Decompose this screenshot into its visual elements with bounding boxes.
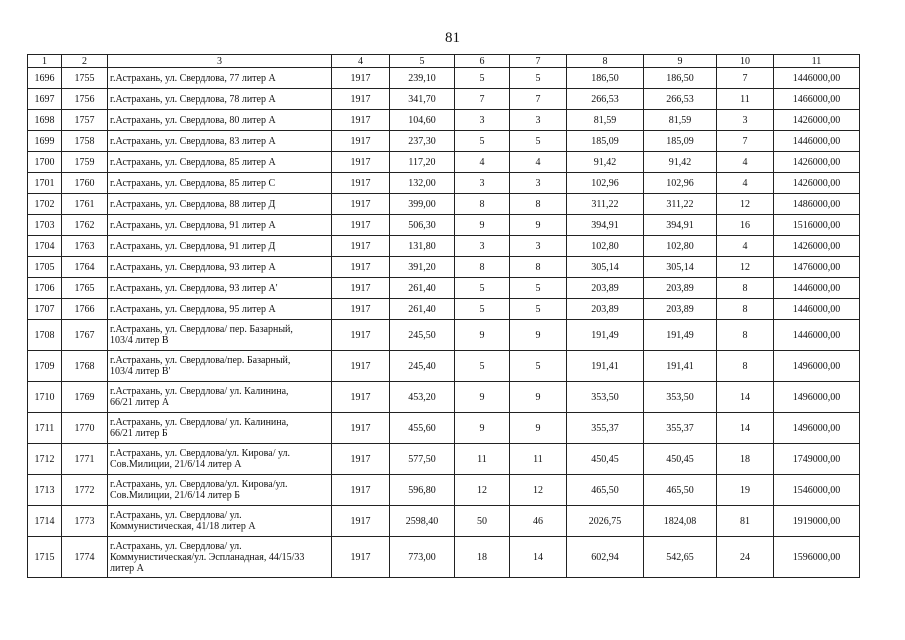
row-number-cell: 1706	[28, 278, 62, 299]
address-cell: г.Астрахань, ул. Свердлова/ул. Кирова/ул. Сов.Милиции, 21/6/14 литер Б	[108, 475, 332, 506]
col9-cell: 1824,08	[644, 506, 717, 537]
row-number-cell: 1699	[28, 131, 62, 152]
col9-cell: 542,65	[644, 537, 717, 578]
id-cell: 1769	[62, 382, 108, 413]
area-cell: 399,00	[390, 194, 455, 215]
year-cell: 1917	[332, 131, 390, 152]
col9-cell: 394,91	[644, 215, 717, 236]
table-row	[28, 257, 860, 278]
area-cell: 341,70	[390, 89, 455, 110]
id-cell: 1768	[62, 351, 108, 382]
col7-cell: 11	[510, 444, 567, 475]
id-cell: 1758	[62, 131, 108, 152]
table-row	[28, 152, 860, 173]
col8-cell: 203,89	[567, 299, 644, 320]
amount-cell: 1496000,00	[774, 413, 860, 444]
col9-cell: 203,89	[644, 278, 717, 299]
column-header: 10	[717, 55, 774, 68]
col7-cell: 3	[510, 236, 567, 257]
address-cell: г.Астрахань, ул. Свердлова/ ул. Коммунистическая, 41/18 литер А	[108, 506, 332, 537]
year-cell: 1917	[332, 68, 390, 89]
year-cell: 1917	[332, 506, 390, 537]
year-cell: 1917	[332, 110, 390, 131]
table-row	[28, 537, 860, 578]
address-cell: г.Астрахань, ул. Свердлова, 91 литер А	[108, 215, 332, 236]
id-cell: 1761	[62, 194, 108, 215]
year-cell: 1917	[332, 382, 390, 413]
id-cell: 1773	[62, 506, 108, 537]
year-cell: 1917	[332, 215, 390, 236]
col9-cell: 355,37	[644, 413, 717, 444]
table-row	[28, 475, 860, 506]
column-header: 11	[774, 55, 860, 68]
col6-cell: 5	[455, 68, 510, 89]
col9-cell: 311,22	[644, 194, 717, 215]
address-cell: г.Астрахань, ул. Свердлова/ ул. Коммунистическая/ул. Эспланадная, 44/15/33 литер А	[108, 537, 332, 578]
year-cell: 1917	[332, 351, 390, 382]
column-header: 1	[28, 55, 62, 68]
id-cell: 1767	[62, 320, 108, 351]
col6-cell: 5	[455, 299, 510, 320]
col10-cell: 7	[717, 68, 774, 89]
amount-cell: 1426000,00	[774, 173, 860, 194]
col9-cell: 305,14	[644, 257, 717, 278]
year-cell: 1917	[332, 236, 390, 257]
col6-cell: 5	[455, 131, 510, 152]
area-cell: 773,00	[390, 537, 455, 578]
col6-cell: 18	[455, 537, 510, 578]
address-cell: г.Астрахань, ул. Свердлова/ ул. Калинина, 66/21 литер Б	[108, 413, 332, 444]
col8-cell: 185,09	[567, 131, 644, 152]
col6-cell: 8	[455, 257, 510, 278]
area-cell: 2598,40	[390, 506, 455, 537]
table-row	[28, 351, 860, 382]
col9-cell: 81,59	[644, 110, 717, 131]
table-header-row	[28, 55, 860, 68]
row-number-cell: 1708	[28, 320, 62, 351]
id-cell: 1774	[62, 537, 108, 578]
amount-cell: 1749000,00	[774, 444, 860, 475]
col9-cell: 102,80	[644, 236, 717, 257]
col10-cell: 19	[717, 475, 774, 506]
address-cell: г.Астрахань, ул. Свердлова, 93 литер А	[108, 257, 332, 278]
col6-cell: 9	[455, 413, 510, 444]
col9-cell: 185,09	[644, 131, 717, 152]
table-row	[28, 110, 860, 131]
col10-cell: 4	[717, 152, 774, 173]
row-number-cell: 1700	[28, 152, 62, 173]
col8-cell: 191,49	[567, 320, 644, 351]
year-cell: 1917	[332, 278, 390, 299]
page-number: 81	[445, 30, 460, 46]
col8-cell: 450,45	[567, 444, 644, 475]
row-number-cell: 1709	[28, 351, 62, 382]
col7-cell: 3	[510, 173, 567, 194]
amount-cell: 1426000,00	[774, 110, 860, 131]
col6-cell: 3	[455, 173, 510, 194]
housing-register-table	[27, 54, 860, 578]
row-number-cell: 1704	[28, 236, 62, 257]
col7-cell: 9	[510, 215, 567, 236]
col7-cell: 4	[510, 152, 567, 173]
id-cell: 1755	[62, 68, 108, 89]
amount-cell: 1446000,00	[774, 320, 860, 351]
col9-cell: 465,50	[644, 475, 717, 506]
amount-cell: 1446000,00	[774, 131, 860, 152]
row-number-cell: 1705	[28, 257, 62, 278]
col8-cell: 2026,75	[567, 506, 644, 537]
year-cell: 1917	[332, 173, 390, 194]
area-cell: 239,10	[390, 68, 455, 89]
id-cell: 1766	[62, 299, 108, 320]
area-cell: 131,80	[390, 236, 455, 257]
col8-cell: 394,91	[567, 215, 644, 236]
address-cell: г.Астрахань, ул. Свердлова, 91 литер Д	[108, 236, 332, 257]
table-row	[28, 173, 860, 194]
col10-cell: 8	[717, 320, 774, 351]
col6-cell: 5	[455, 351, 510, 382]
amount-cell: 1516000,00	[774, 215, 860, 236]
col7-cell: 46	[510, 506, 567, 537]
area-cell: 117,20	[390, 152, 455, 173]
amount-cell: 1476000,00	[774, 257, 860, 278]
row-number-cell: 1710	[28, 382, 62, 413]
column-header: 2	[62, 55, 108, 68]
col6-cell: 9	[455, 382, 510, 413]
col8-cell: 81,59	[567, 110, 644, 131]
row-number-cell: 1715	[28, 537, 62, 578]
area-cell: 261,40	[390, 278, 455, 299]
col7-cell: 7	[510, 89, 567, 110]
col7-cell: 9	[510, 320, 567, 351]
row-number-cell: 1698	[28, 110, 62, 131]
col10-cell: 7	[717, 131, 774, 152]
address-cell: г.Астрахань, ул. Свердлова, 85 литер А	[108, 152, 332, 173]
col6-cell: 50	[455, 506, 510, 537]
col9-cell: 203,89	[644, 299, 717, 320]
area-cell: 104,60	[390, 110, 455, 131]
col7-cell: 12	[510, 475, 567, 506]
col7-cell: 9	[510, 413, 567, 444]
col6-cell: 3	[455, 110, 510, 131]
table-row	[28, 89, 860, 110]
address-cell: г.Астрахань, ул. Свердлова, 80 литер А	[108, 110, 332, 131]
area-cell: 453,20	[390, 382, 455, 413]
address-cell: г.Астрахань, ул. Свердлова/ ул. Калинина, 66/21 литер А	[108, 382, 332, 413]
table-row	[28, 506, 860, 537]
col9-cell: 191,41	[644, 351, 717, 382]
id-cell: 1765	[62, 278, 108, 299]
area-cell: 132,00	[390, 173, 455, 194]
address-cell: г.Астрахань, ул. Свердлова, 88 литер Д	[108, 194, 332, 215]
id-cell: 1759	[62, 152, 108, 173]
id-cell: 1764	[62, 257, 108, 278]
row-number-cell: 1696	[28, 68, 62, 89]
col8-cell: 266,53	[567, 89, 644, 110]
col8-cell: 186,50	[567, 68, 644, 89]
col10-cell: 14	[717, 413, 774, 444]
table-row	[28, 444, 860, 475]
address-cell: г.Астрахань, ул. Свердлова/пер. Базарный, 103/4 литер В'	[108, 351, 332, 382]
col10-cell: 4	[717, 236, 774, 257]
col10-cell: 3	[717, 110, 774, 131]
col10-cell: 18	[717, 444, 774, 475]
row-number-cell: 1711	[28, 413, 62, 444]
table-row	[28, 131, 860, 152]
id-cell: 1757	[62, 110, 108, 131]
col10-cell: 24	[717, 537, 774, 578]
amount-cell: 1446000,00	[774, 68, 860, 89]
id-cell: 1763	[62, 236, 108, 257]
year-cell: 1917	[332, 475, 390, 506]
col7-cell: 5	[510, 278, 567, 299]
id-cell: 1756	[62, 89, 108, 110]
col10-cell: 4	[717, 173, 774, 194]
col7-cell: 8	[510, 194, 567, 215]
col10-cell: 8	[717, 299, 774, 320]
row-number-cell: 1697	[28, 89, 62, 110]
table-row	[28, 68, 860, 89]
col10-cell: 81	[717, 506, 774, 537]
area-cell: 245,50	[390, 320, 455, 351]
year-cell: 1917	[332, 194, 390, 215]
column-header: 6	[455, 55, 510, 68]
area-cell: 577,50	[390, 444, 455, 475]
col10-cell: 16	[717, 215, 774, 236]
col7-cell: 5	[510, 131, 567, 152]
col7-cell: 5	[510, 351, 567, 382]
amount-cell: 1446000,00	[774, 299, 860, 320]
col8-cell: 355,37	[567, 413, 644, 444]
year-cell: 1917	[332, 413, 390, 444]
address-cell: г.Астрахань, ул. Свердлова, 77 литер А	[108, 68, 332, 89]
row-number-cell: 1703	[28, 215, 62, 236]
amount-cell: 1596000,00	[774, 537, 860, 578]
col9-cell: 186,50	[644, 68, 717, 89]
id-cell: 1770	[62, 413, 108, 444]
col6-cell: 8	[455, 194, 510, 215]
column-header: 9	[644, 55, 717, 68]
year-cell: 1917	[332, 320, 390, 351]
table-row	[28, 278, 860, 299]
column-header: 5	[390, 55, 455, 68]
id-cell: 1762	[62, 215, 108, 236]
column-header: 3	[108, 55, 332, 68]
area-cell: 261,40	[390, 299, 455, 320]
table-row	[28, 413, 860, 444]
col7-cell: 8	[510, 257, 567, 278]
row-number-cell: 1707	[28, 299, 62, 320]
area-cell: 237,30	[390, 131, 455, 152]
amount-cell: 1466000,00	[774, 89, 860, 110]
col8-cell: 102,96	[567, 173, 644, 194]
address-cell: г.Астрахань, ул. Свердлова/ пер. Базарный, 103/4 литер В	[108, 320, 332, 351]
table-row	[28, 236, 860, 257]
area-cell: 596,80	[390, 475, 455, 506]
col8-cell: 102,80	[567, 236, 644, 257]
col10-cell: 8	[717, 351, 774, 382]
address-cell: г.Астрахань, ул. Свердлова, 95 литер А	[108, 299, 332, 320]
address-cell: г.Астрахань, ул. Свердлова, 85 литер С	[108, 173, 332, 194]
col9-cell: 450,45	[644, 444, 717, 475]
col10-cell: 8	[717, 278, 774, 299]
col10-cell: 12	[717, 257, 774, 278]
area-cell: 455,60	[390, 413, 455, 444]
col8-cell: 353,50	[567, 382, 644, 413]
area-cell: 245,40	[390, 351, 455, 382]
col6-cell: 3	[455, 236, 510, 257]
col9-cell: 91,42	[644, 152, 717, 173]
col6-cell: 12	[455, 475, 510, 506]
table-row	[28, 299, 860, 320]
amount-cell: 1446000,00	[774, 278, 860, 299]
table-row	[28, 194, 860, 215]
col8-cell: 305,14	[567, 257, 644, 278]
row-number-cell: 1712	[28, 444, 62, 475]
id-cell: 1772	[62, 475, 108, 506]
col8-cell: 311,22	[567, 194, 644, 215]
col6-cell: 7	[455, 89, 510, 110]
address-cell: г.Астрахань, ул. Свердлова, 83 литер А	[108, 131, 332, 152]
amount-cell: 1546000,00	[774, 475, 860, 506]
col8-cell: 203,89	[567, 278, 644, 299]
col10-cell: 14	[717, 382, 774, 413]
col7-cell: 5	[510, 299, 567, 320]
row-number-cell: 1713	[28, 475, 62, 506]
amount-cell: 1426000,00	[774, 236, 860, 257]
col8-cell: 602,94	[567, 537, 644, 578]
row-number-cell: 1701	[28, 173, 62, 194]
year-cell: 1917	[332, 152, 390, 173]
column-header: 8	[567, 55, 644, 68]
col8-cell: 91,42	[567, 152, 644, 173]
row-number-cell: 1714	[28, 506, 62, 537]
col7-cell: 9	[510, 382, 567, 413]
address-cell: г.Астрахань, ул. Свердлова, 78 литер А	[108, 89, 332, 110]
id-cell: 1760	[62, 173, 108, 194]
column-header: 4	[332, 55, 390, 68]
col6-cell: 9	[455, 320, 510, 351]
col9-cell: 102,96	[644, 173, 717, 194]
amount-cell: 1426000,00	[774, 152, 860, 173]
year-cell: 1917	[332, 257, 390, 278]
col6-cell: 4	[455, 152, 510, 173]
col6-cell: 5	[455, 278, 510, 299]
address-cell: г.Астрахань, ул. Свердлова/ул. Кирова/ ул. Сов.Милиции, 21/6/14 литер А	[108, 444, 332, 475]
column-header: 7	[510, 55, 567, 68]
table-row	[28, 215, 860, 236]
col7-cell: 3	[510, 110, 567, 131]
col6-cell: 9	[455, 215, 510, 236]
year-cell: 1917	[332, 89, 390, 110]
col6-cell: 11	[455, 444, 510, 475]
table-row	[28, 382, 860, 413]
col10-cell: 12	[717, 194, 774, 215]
amount-cell: 1919000,00	[774, 506, 860, 537]
amount-cell: 1496000,00	[774, 351, 860, 382]
col8-cell: 465,50	[567, 475, 644, 506]
col7-cell: 14	[510, 537, 567, 578]
year-cell: 1917	[332, 444, 390, 475]
col9-cell: 191,49	[644, 320, 717, 351]
area-cell: 391,20	[390, 257, 455, 278]
col9-cell: 353,50	[644, 382, 717, 413]
col8-cell: 191,41	[567, 351, 644, 382]
year-cell: 1917	[332, 299, 390, 320]
table-row	[28, 320, 860, 351]
year-cell: 1917	[332, 537, 390, 578]
col9-cell: 266,53	[644, 89, 717, 110]
row-number-cell: 1702	[28, 194, 62, 215]
col7-cell: 5	[510, 68, 567, 89]
area-cell: 506,30	[390, 215, 455, 236]
amount-cell: 1496000,00	[774, 382, 860, 413]
address-cell: г.Астрахань, ул. Свердлова, 93 литер А'	[108, 278, 332, 299]
id-cell: 1771	[62, 444, 108, 475]
col10-cell: 11	[717, 89, 774, 110]
amount-cell: 1486000,00	[774, 194, 860, 215]
